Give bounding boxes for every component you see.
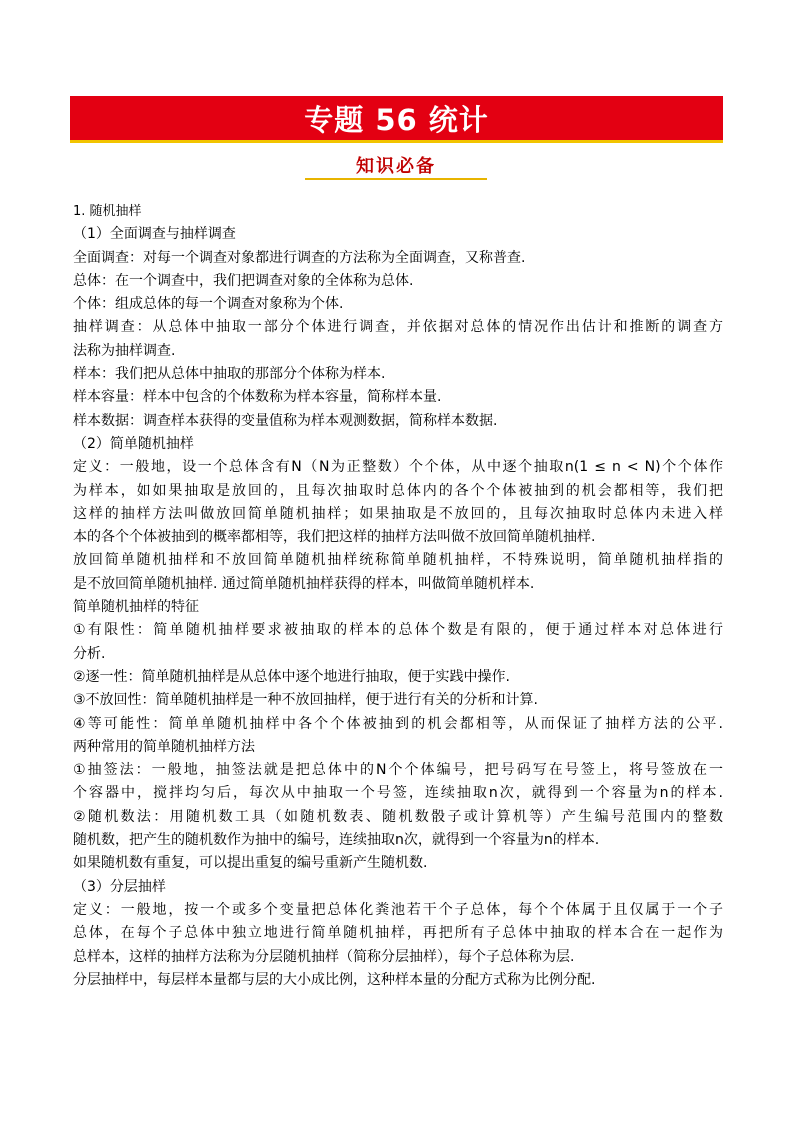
text-line: 是不放回简单随机抽样. 通过简单随机抽样获得的样本，叫做简单随机样本. <box>73 575 535 592</box>
text-line: ①有限性：简单随机抽样要求被抽取的样本的总体个数是有限的，便于通过样本对总体进行 <box>73 622 723 639</box>
text-line: （3）分层抽样 <box>73 878 166 895</box>
text-line: 样本容量：样本中包含的个体数称为样本容量，简称样本量. <box>73 389 442 406</box>
text-line: ④等可能性：简单单随机抽样中各个个体被抽到的机会都相等，从而保证了抽样方法的公平. <box>73 715 723 732</box>
text-line: 两种常用的简单随机抽样方法 <box>73 738 255 755</box>
text-line: 定义：一般地，设一个总体含有N（N为正整数）个个体，从中逐个抽取n(1 ≤ n < N)个个体作 <box>73 459 723 476</box>
text-line: 这样的抽样方法叫做放回简单随机抽样；如果抽取是不放回的，且每次抽取时总体内未进入样 <box>73 505 723 522</box>
page-title: 专题 56 统计 <box>304 102 489 137</box>
text-line: 个体：组成总体的每一个调查对象称为个体. <box>73 296 344 313</box>
text-line: 总样本，这样的抽样方法称为分层随机抽样（简称分层抽样），每个子总体称为层. <box>73 948 575 965</box>
text-line: 总体，在每个子总体中独立地进行简单随机抽样，再把所有子总体中抽取的样本合在一起作为 <box>73 925 723 942</box>
text-line: 全面调查：对每一个调查对象都进行调查的方法称为全面调查，又称普查. <box>73 249 526 266</box>
text-line: ③不放回性：简单随机抽样是一种不放回抽样，便于进行有关的分析和计算. <box>73 692 538 709</box>
text-line: ②逐一性：简单随机抽样是从总体中逐个地进行抽取，便于实践中操作. <box>73 668 510 685</box>
text-line: 分析. <box>73 645 106 662</box>
text-line: 法称为抽样调查. <box>73 342 176 359</box>
text-line: （1）全面调查与抽样调查 <box>73 226 236 243</box>
text-line: 个容器中，搅拌均匀后，每次从中抽取一个号签，连续抽取n次，就得到一个容量为n的样本. <box>73 785 723 802</box>
text-line: 如果随机数有重复，可以提出重复的编号重新产生随机数. <box>73 855 428 872</box>
text-line: 样本：我们把从总体中抽取的那部分个体称为样本. <box>73 366 386 383</box>
title-banner <box>70 96 723 143</box>
text-line: 抽样调查：从总体中抽取一部分个体进行调查，并依据对总体的情况作出估计和推断的调查方 <box>73 319 723 336</box>
section-heading-underline <box>305 178 487 180</box>
text-line: 1. 随机抽样 <box>73 204 142 219</box>
text-line: 本的各个个体被抽到的概率都相等，我们把这样的抽样方法叫做不放回简单随机抽样. <box>73 529 596 546</box>
section-heading <box>305 152 487 178</box>
text-line: 总体：在一个调查中，我们把调查对象的全体称为总体. <box>73 272 414 289</box>
section-heading-text: 知识必备 <box>356 156 436 177</box>
text-line: 放回简单随机抽样和不放回简单随机抽样统称简单随机抽样，不特殊说明，简单随机抽样指的 <box>73 552 723 569</box>
text-line: ②随机数法：用随机数工具（如随机数表、随机数骰子或计算机等）产生编号范围内的整数 <box>73 808 723 825</box>
text-line: 样本数据：调查样本获得的变量值称为样本观测数据，简称样本数据. <box>73 412 498 429</box>
text-line: 随机数，把产生的随机数作为抽中的编号，连续抽取n次，就得到一个容量为n的样本. <box>73 832 600 849</box>
text-line: 分层抽样中，每层样本量都与层的大小成比例，这种样本量的分配方式称为比例分配. <box>73 971 596 988</box>
document-body <box>73 200 723 992</box>
text-line: （2）简单随机抽样 <box>73 435 194 452</box>
text-line: ①抽签法：一般地，抽签法就是把总体中的N个个体编号，把号码写在号签上，将号签放在一 <box>73 762 723 779</box>
text-line: 简单随机抽样的特征 <box>73 599 199 616</box>
text-line: 为样本，如如果抽取是放回的，且每次抽取时总体内的各个个体被抽到的机会都相等，我们把 <box>73 482 723 499</box>
text-line: 定义：一般地，按一个或多个变量把总体化粪池若干个子总体，每个个体属于且仅属于一个子 <box>73 901 723 918</box>
